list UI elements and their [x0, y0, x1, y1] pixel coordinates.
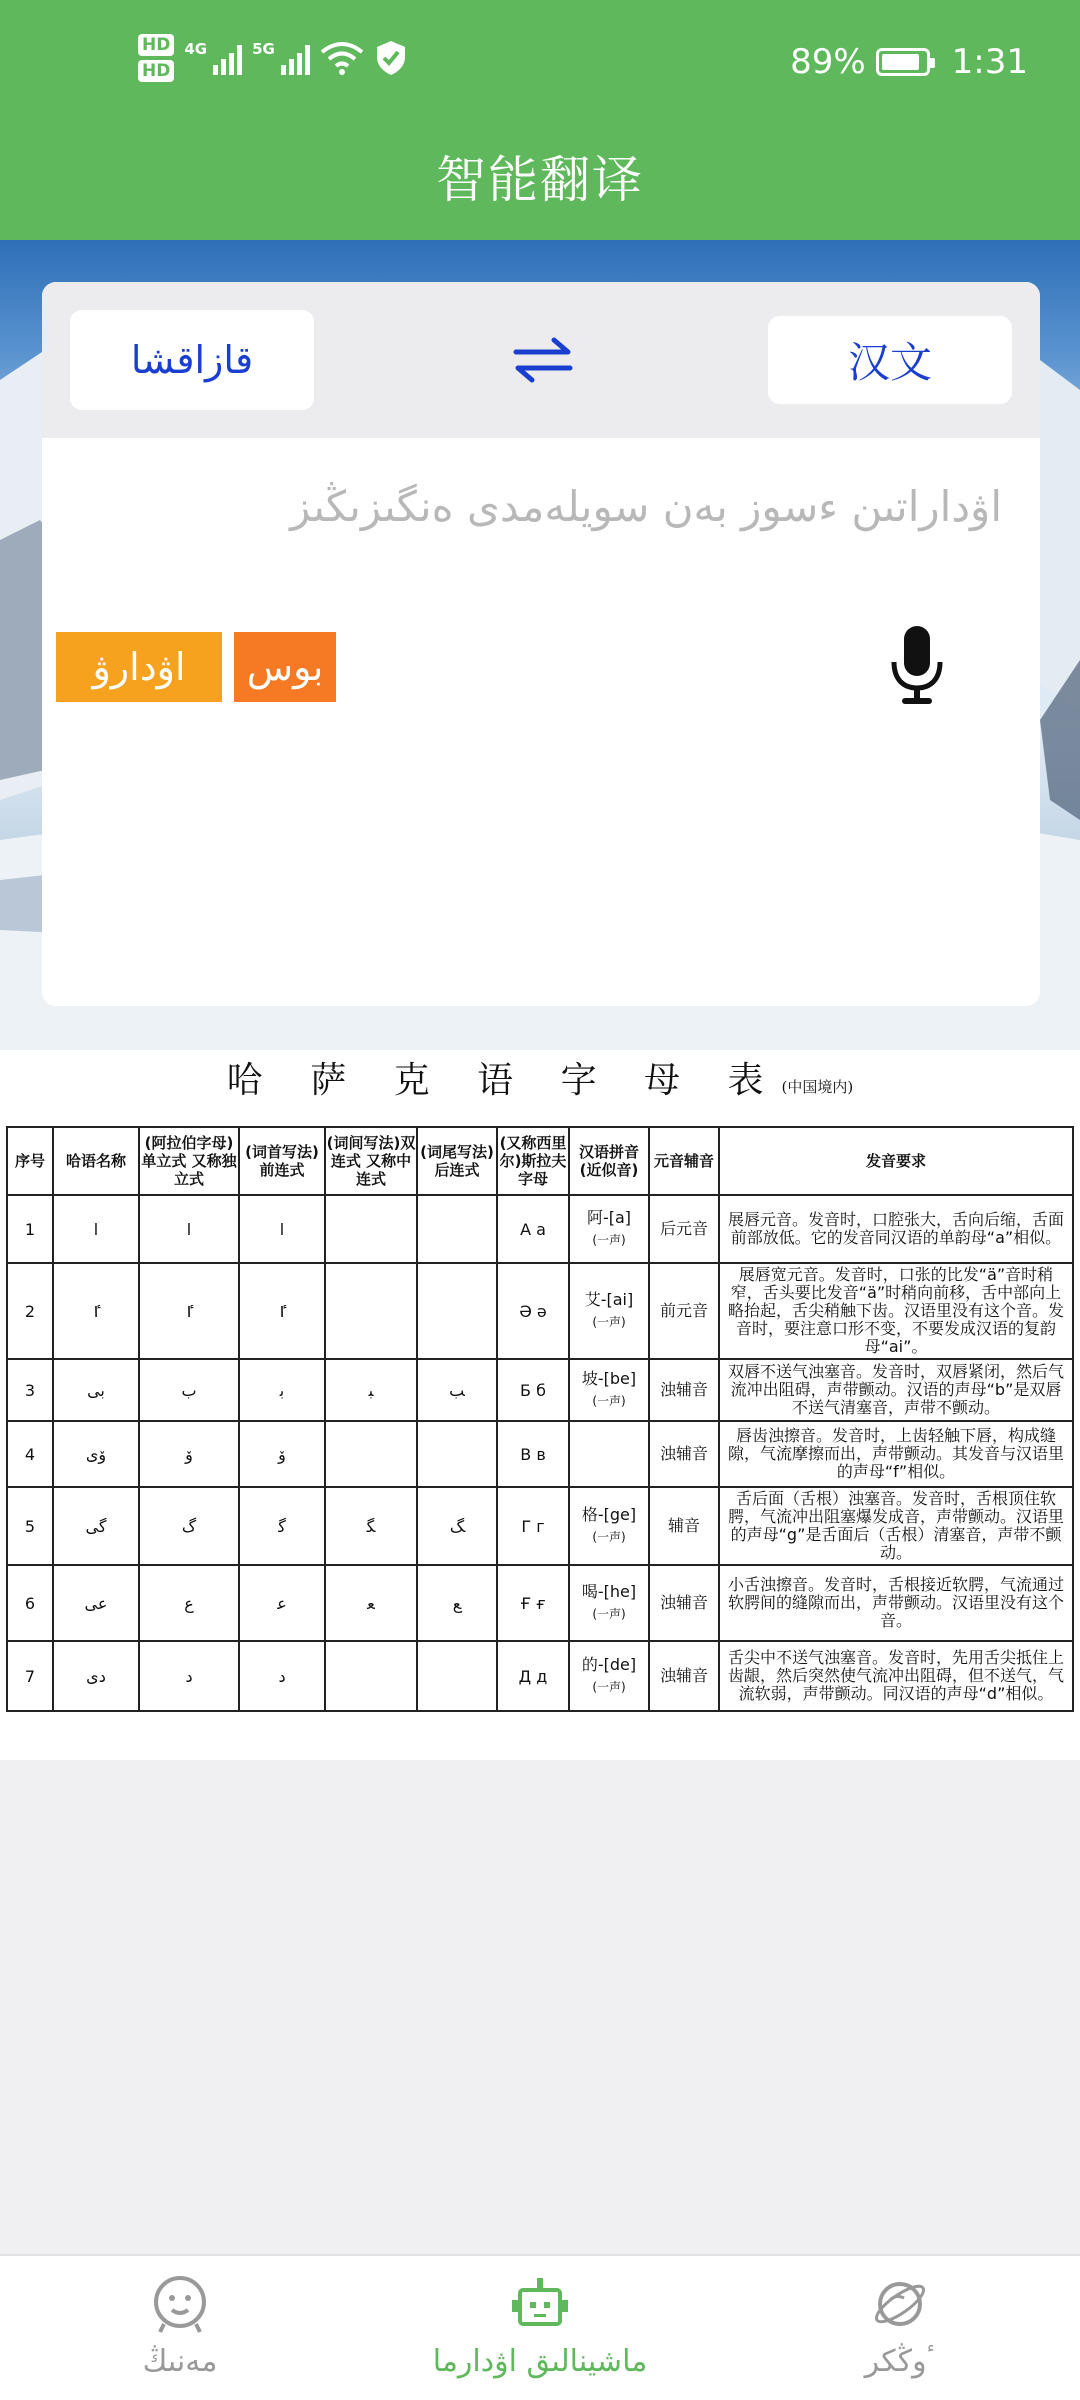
network-type-1: 4G: [184, 40, 208, 58]
pinyin-tone: (一声): [592, 1530, 626, 1544]
cell-initial-form: ﮔ: [239, 1487, 325, 1565]
pinyin-text: 艾-[ai]: [584, 1290, 634, 1309]
cell-cyrillic: Б б: [497, 1359, 569, 1421]
cell-kazakh-name: ٵ: [53, 1263, 139, 1359]
pinyin-text: 坡-[be]: [581, 1369, 637, 1388]
table-header-cell: 发音要求: [719, 1127, 1073, 1195]
cell-medial-form: [325, 1641, 417, 1711]
pinyin-tone: (一声): [592, 1607, 626, 1621]
cell-final-form: [417, 1641, 497, 1711]
clock: 1:31: [951, 42, 1028, 82]
cell-pinyin: [569, 1421, 649, 1487]
table-header-cell: 哈语名称: [53, 1127, 139, 1195]
signal-bars-2-icon: [281, 41, 310, 75]
status-bar: [0, 0, 1080, 130]
cell-pinyin: [569, 1487, 649, 1565]
hd-badge-2: HD: [138, 60, 174, 82]
table-header-cell: (阿拉伯字母)单立式 又称独立式: [139, 1127, 239, 1195]
cell-medial-form: ﻌ: [325, 1565, 417, 1641]
hd-badge-1: HD: [138, 34, 174, 56]
robot-icon: [510, 2274, 570, 2334]
cell-pronunciation: 小舌浊擦音。发音时，舌根接近软腭，气流通过软腭间的缝隙而出，声带颤动。汉语里没有这个音。: [719, 1565, 1073, 1641]
cell-isolated-form: ٵ: [139, 1263, 239, 1359]
cell-pronunciation: 双唇不送气浊塞音。发音时，双唇紧闭，然后气流冲出阻碍，声带颤动。汉语的声母“b”是双唇不送气清塞音，声带不颤动。: [719, 1359, 1073, 1421]
nav-label-machine-translation: ماشينالىق اۋدارما: [432, 2344, 648, 2379]
cell-number: 6: [7, 1565, 53, 1641]
cell-vowel-consonant: 浊辅音: [649, 1359, 719, 1421]
table-row: [7, 1421, 1073, 1487]
cell-vowel-consonant: 前元音: [649, 1263, 719, 1359]
cell-pronunciation: 唇齿浊擦音。发音时，上齿轻触下唇，构成缝隙，气流摩擦而出，声带颤动。其发音与汉语里的声母“f”相似。: [719, 1421, 1073, 1487]
cell-isolated-form: گ: [139, 1487, 239, 1565]
pinyin-text: 的-[de]: [581, 1655, 637, 1674]
nav-item-me[interactable]: [110, 2256, 250, 2400]
cell-medial-form: [325, 1421, 417, 1487]
cell-final-form: ﮓ: [417, 1487, 497, 1565]
cell-cyrillic: Д д: [497, 1641, 569, 1711]
wifi-icon: [320, 40, 364, 76]
cell-pinyin: [569, 1641, 649, 1711]
cell-cyrillic: А а: [497, 1195, 569, 1263]
nav-label-discover: ٴوڭكر: [864, 2344, 936, 2379]
nav-item-discover[interactable]: [830, 2256, 970, 2400]
cell-kazakh-name: دى: [53, 1641, 139, 1711]
cell-vowel-consonant: 浊辅音: [649, 1565, 719, 1641]
cell-pinyin: [569, 1565, 649, 1641]
cell-pinyin: [569, 1195, 649, 1263]
table-header-cell: (词尾写法)后连式: [417, 1127, 497, 1195]
source-language-button[interactable]: قازاقشا: [70, 310, 314, 410]
profile-face-icon: [150, 2274, 210, 2334]
cell-number: 7: [7, 1641, 53, 1711]
cell-isolated-form: ا: [139, 1195, 239, 1263]
table-row: [7, 1263, 1073, 1359]
cell-vowel-consonant: 浊辅音: [649, 1641, 719, 1711]
cell-cyrillic: Ә ә: [497, 1263, 569, 1359]
cell-number: 3: [7, 1359, 53, 1421]
cell-medial-form: [325, 1263, 417, 1359]
cell-pronunciation: 舌后面（舌根）浊塞音。发音时，舌根顶住软腭，气流冲出阻塞爆发成音，声带颤动。汉语里的声母“g”是舌面后（舌根）清塞音，声带不颤动。: [719, 1487, 1073, 1565]
cell-medial-form: ﺒ: [325, 1359, 417, 1421]
pinyin-tone: (一声): [592, 1315, 626, 1329]
cell-initial-form: ﺍ: [239, 1195, 325, 1263]
cell-vowel-consonant: 浊辅音: [649, 1421, 719, 1487]
cell-number: 1: [7, 1195, 53, 1263]
table-row: [7, 1641, 1073, 1711]
cell-kazakh-name: ۆى: [53, 1421, 139, 1487]
translation-input[interactable]: اۋداراتىن ءسوز بەن سويلەمدى ەنگىزىڭىز: [290, 482, 1002, 531]
pinyin-text: 阿-[a]: [586, 1208, 632, 1227]
swap-arrows-icon[interactable]: [508, 330, 578, 390]
table-header-row: [7, 1127, 1073, 1195]
cell-final-form: [417, 1263, 497, 1359]
cell-isolated-form: د: [139, 1641, 239, 1711]
cell-isolated-form: ۆ: [139, 1421, 239, 1487]
cell-cyrillic: В в: [497, 1421, 569, 1487]
cell-kazakh-name: ا: [53, 1195, 139, 1263]
bottom-nav: [0, 2254, 1080, 2400]
network-type-2: 5G: [252, 40, 275, 58]
pinyin-tone: (一声): [592, 1680, 626, 1694]
table-header-cell: 汉语拼音(近似音): [569, 1127, 649, 1195]
cell-initial-form: ﻋ: [239, 1565, 325, 1641]
shield-check-icon: [374, 39, 408, 77]
table-row: [7, 1195, 1073, 1263]
cell-final-form: [417, 1421, 497, 1487]
cell-cyrillic: Г г: [497, 1487, 569, 1565]
nav-item-machine-translation[interactable]: [400, 2256, 680, 2400]
status-right: [790, 42, 1028, 82]
table-header-cell: 元音辅音: [649, 1127, 719, 1195]
clear-button[interactable]: بوس: [234, 632, 336, 702]
translate-button[interactable]: اۋدارۋ: [56, 632, 222, 702]
cell-initial-form: ٵ: [239, 1263, 325, 1359]
nav-label-me: مەنىڭ: [142, 2344, 218, 2379]
cell-vowel-consonant: 后元音: [649, 1195, 719, 1263]
pinyin-tone: (一声): [592, 1394, 626, 1408]
pinyin-text: 喝-[he]: [581, 1582, 637, 1601]
table-header-cell: (词间写法)双连式 又称中连式: [325, 1127, 417, 1195]
cell-isolated-form: ع: [139, 1565, 239, 1641]
microphone-icon[interactable]: [882, 620, 952, 710]
signal-indicators: [138, 34, 408, 82]
target-language-button[interactable]: 汉文: [768, 316, 1012, 404]
alphabet-table-title: 哈 萨 克 语 字 母 表(中国境内): [226, 1060, 854, 1101]
alphabet-table: [6, 1126, 1074, 1712]
table-header-cell: (词首写法)前连式: [239, 1127, 325, 1195]
cell-pinyin: [569, 1359, 649, 1421]
cell-final-form: ﻊ: [417, 1565, 497, 1641]
cell-pronunciation: 舌尖中不送气浊塞音。发音时，先用舌尖抵住上齿龈，然后突然使气流冲出阻碍，但不送气，气流软弱，声带颤动。同汉语的声母“d”相似。: [719, 1641, 1073, 1711]
cell-kazakh-name: گى: [53, 1487, 139, 1565]
cell-pronunciation: 展唇宽元音。发音时，口张的比发“ä”音时稍窄，舌头要比发音“ä”时稍向前移，舌中部向上略抬起，舌尖稍触下齿。汉语里没有这个音。发音时，要注意口形不变，不要发成汉语的复韵母“ai”。: [719, 1263, 1073, 1359]
cell-pinyin: [569, 1263, 649, 1359]
cell-medial-form: ﮕ: [325, 1487, 417, 1565]
battery-icon: [876, 48, 930, 76]
cell-vowel-consonant: 辅音: [649, 1487, 719, 1565]
language-bar: [42, 282, 1040, 438]
cell-initial-form: ﺑ: [239, 1359, 325, 1421]
planet-icon: [870, 2274, 930, 2334]
table-header-cell: 序号: [7, 1127, 53, 1195]
battery-percent: 89%: [790, 42, 866, 82]
cell-isolated-form: ب: [139, 1359, 239, 1421]
cell-number: 4: [7, 1421, 53, 1487]
table-row: [7, 1487, 1073, 1565]
table-row: [7, 1565, 1073, 1641]
table-header-cell: (又称西里尔)斯拉夫字母: [497, 1127, 569, 1195]
cell-initial-form: ﺩ: [239, 1641, 325, 1711]
cell-final-form: [417, 1195, 497, 1263]
table-row: [7, 1359, 1073, 1421]
pinyin-text: 格-[ge]: [581, 1505, 637, 1524]
cell-initial-form: ۆ: [239, 1421, 325, 1487]
cell-kazakh-name: بى: [53, 1359, 139, 1421]
cell-kazakh-name: عى: [53, 1565, 139, 1641]
cell-number: 5: [7, 1487, 53, 1565]
pinyin-tone: (一声): [592, 1233, 626, 1247]
cell-pronunciation: 展唇元音。发音时，口腔张大，舌向后缩，舌面前部放低。它的发音同汉语的单韵母“a”相似。: [719, 1195, 1073, 1263]
signal-bars-1-icon: [213, 41, 242, 75]
page-title: 智能翻译: [436, 151, 644, 209]
cell-medial-form: [325, 1195, 417, 1263]
cell-number: 2: [7, 1263, 53, 1359]
cell-cyrillic: Ғ ғ: [497, 1565, 569, 1641]
app-header: [0, 0, 1080, 240]
cell-final-form: ﺐ: [417, 1359, 497, 1421]
